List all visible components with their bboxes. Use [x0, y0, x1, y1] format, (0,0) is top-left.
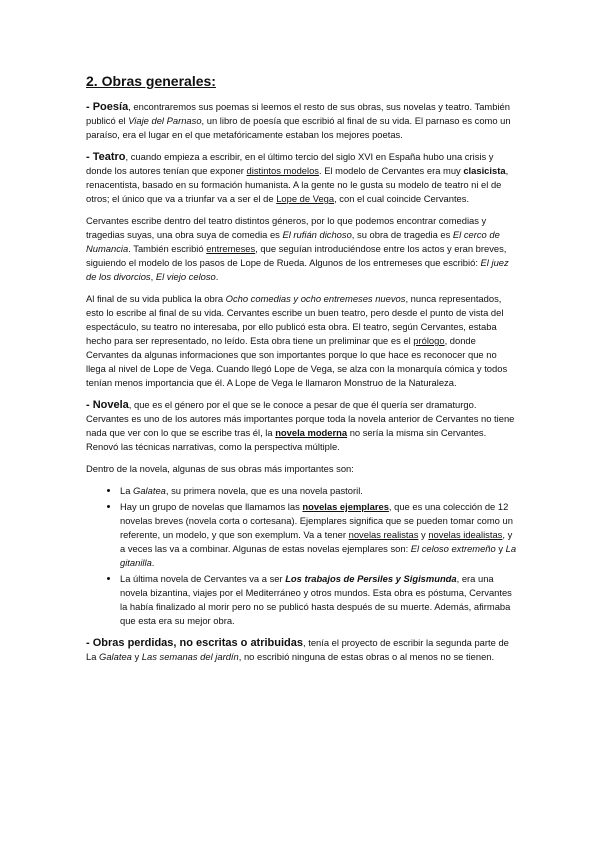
text: ,: [150, 271, 156, 282]
text: , no escribió ninguna de estas obras o al menos no se tienen.: [238, 651, 495, 662]
bold-term: clasicista: [463, 165, 506, 176]
work-title: El juez de los divorcios: [86, 257, 509, 282]
text: y: [418, 529, 429, 540]
underlined-term: novelas realistas: [348, 529, 419, 540]
paragraph-novela: [86, 398, 519, 454]
novel-list: [86, 484, 519, 628]
list-item: [120, 484, 519, 498]
text: , y a veces las va a combinar. Algunas de estas novelas ejemplares son:: [120, 529, 513, 554]
underlined-term: Lope de Vega: [276, 193, 335, 204]
underlined-term: novelas ejemplares: [302, 501, 389, 512]
text: , era una novela bizantina, viajes por el Mediterráneo y otros mundos. Esta obra es póstuma, Cervantes la había finalizado al morir pero no se publicó hasta después de su muerte. Además, afirmaba que esta era su mejor obra.: [120, 573, 512, 626]
paragraph-ocho-comedias: [86, 292, 519, 390]
text: , que es una colección de 12 novelas breves (novela corta o cortesana). Ejemplares significa que se pueden tomar como un referente, un modelo, y que son exemplum. Va a tener: [120, 501, 513, 540]
text: Hay un grupo de novelas que llamamos las: [120, 501, 303, 512]
work-title: El cerco de Numancia: [86, 229, 500, 254]
paragraph-teatro: [86, 150, 519, 206]
work-title: Galatea: [133, 485, 166, 496]
underlined-term: novela moderna: [275, 427, 348, 438]
lead-obras-perdidas: - Obras perdidas, no escritas o atribuidas: [86, 637, 304, 649]
work-title: La gitanilla: [120, 543, 517, 568]
work-title: Viaje del Parnaso: [128, 115, 202, 126]
text: , tenía el proyecto de escribir la segunda parte de La: [86, 637, 509, 662]
text: , nunca representados, esto lo escribe al final de su vida. Cervantes escribe un buen teatro, pero desde el punto de vista del espectáculo, su teatro no interesaba, por ello publicó esta obra. El teatro, según Cervantes, estaba hecho para ser representado, no leído. Esta obra tiene un preliminar que es el: [86, 293, 504, 346]
work-title: El viejo celoso: [155, 271, 216, 282]
text: , renacentista, basado en su formación humanista. A la gente no le gusta su modelo de teatro ni el de otros; el único que va a triunfar va a ser el de: [86, 165, 509, 204]
text: Cervantes escribe dentro del teatro distintos géneros, por lo que podemos encontrar comedias y tragedias suyas, una obra suya de comedia es: [86, 215, 487, 240]
text: La: [120, 485, 134, 496]
text: .: [151, 557, 155, 568]
lead-novela: - Novela: [86, 399, 129, 411]
paragraph-obras-perdidas: [86, 636, 519, 664]
text: , cuando empieza a escribir, en el último tercio del siglo XVI en España hubo una crisis y donde los autores tenían que exponer: [86, 151, 494, 176]
underlined-term: entremeses: [206, 243, 256, 254]
work-title: El celoso extremeño: [410, 543, 496, 554]
text: , donde Cervantes da algunas informaciones que son importantes porque lo que hace es reconocer que no llega al nivel de Lope de Vega. Cuando llegó Lope de Vega, se alza con la monarquía cómica y todos tenían menos importancia que él. A Lope de Vega le llamaron Monstruo de la Naturaleza.: [86, 335, 508, 388]
text: Al final de su vida publica la obra: [86, 293, 226, 304]
work-title: El rufián dichoso: [282, 229, 352, 240]
paragraph-poesia: [86, 100, 519, 142]
text: , un libro de poesía que escribió al final de su vida. El parnaso es como un paraíso, era el lugar en el que metafóricamente estaban los mejores poetas.: [86, 115, 511, 140]
underlined-term: novelas idealistas: [428, 529, 503, 540]
text: y: [495, 543, 506, 554]
lead-poesia: - Poesía: [86, 101, 129, 113]
list-item: [120, 500, 519, 570]
text: La última novela de Cervantes va a ser: [120, 573, 286, 584]
work-title: Galatea: [99, 651, 132, 662]
text: .: [215, 271, 219, 282]
work-title: Los trabajos de Persiles y Sigismunda: [285, 573, 457, 584]
underlined-term: distintos modelos: [246, 165, 319, 176]
text: , que seguían introduciéndose entre los actos y eran breves, siguiendo el modelo de los pasos de Lope de Rueda. Algunos de los entremeses que escribió:: [86, 243, 507, 268]
work-title: Las semanas del jardín: [141, 651, 239, 662]
paragraph-intro-list: Dentro de la novela, algunas de sus obras más importantes son:: [86, 463, 354, 474]
text: , encontraremos sus poemas si leemos el resto de sus obras, sus novelas y teatro. También publicó el: [86, 101, 510, 126]
text: . También escribió: [128, 243, 207, 254]
paragraph-teatro-generos: [86, 214, 519, 284]
text: , su primera novela, que es una novela pastoril.: [165, 485, 363, 496]
list-item: [120, 572, 519, 628]
text: , que es el género por el que se le conoce a pesar de que él quería ser dramaturgo. Cervantes es uno de los autores más importantes porque toda la novela anterior de Cervantes no tiene nada que ver con lo que se escribe tras él, la: [86, 399, 515, 438]
text: no sería la misma sin Cervantes. Renovó las técnicas narrativas, como la perspectiva múltiple.: [86, 427, 487, 452]
section-heading: 2. Obras generales:: [86, 73, 216, 89]
text: , su obra de tragedia es: [351, 229, 453, 240]
text: , con el cual coincide Cervantes.: [334, 193, 470, 204]
text: y: [131, 651, 142, 662]
work-title: Ocho comedias y ocho entremeses nuevos: [225, 293, 406, 304]
underlined-term: prólogo: [413, 335, 445, 346]
text: . El modelo de Cervantes era muy: [318, 165, 464, 176]
lead-teatro: - Teatro: [86, 151, 126, 163]
